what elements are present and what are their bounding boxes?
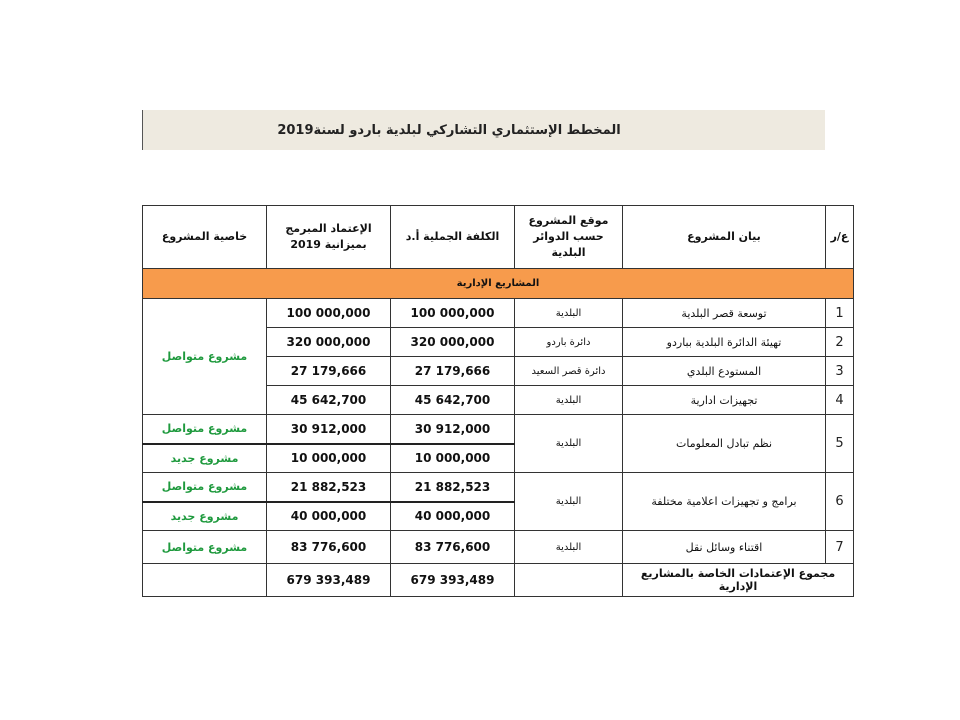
status-badge: مشروع متواصل: [143, 415, 267, 444]
budget-value: 30 912,000: [267, 415, 391, 444]
project-name: اقتناء وسائل نقل: [623, 531, 826, 564]
status-badge: مشروع جديد: [143, 444, 267, 473]
cost-value: 45 642,700: [391, 386, 515, 415]
row-number: 7: [826, 531, 854, 564]
row-number: 4: [826, 386, 854, 415]
project-name: برامج و تجهيزات اعلامية مختلفة: [623, 473, 826, 531]
project-location: البلدية: [515, 415, 623, 473]
table-row: [143, 531, 854, 564]
budget-value: 10 000,000: [267, 444, 391, 473]
status-badge: مشروع متواصل: [143, 299, 267, 415]
project-location: دائرة باردو: [515, 328, 623, 357]
cost-value: 100 000,000: [391, 299, 515, 328]
section-row: [143, 269, 854, 299]
budget-value: 45 642,700: [267, 386, 391, 415]
total-row: [143, 564, 854, 597]
project-location: البلدية: [515, 386, 623, 415]
cost-value: 40 000,000: [391, 502, 515, 531]
project-name: توسعة قصر البلدية: [623, 299, 826, 328]
header-budget: الإعتماد المبرمج بميزانية 2019: [267, 206, 391, 269]
budget-value: 21 882,523: [267, 473, 391, 502]
table-row: [143, 415, 854, 444]
row-number: 2: [826, 328, 854, 357]
header-cost: الكلفة الجملية أ.د: [391, 206, 515, 269]
row-number: 3: [826, 357, 854, 386]
total-empty-cell: [515, 564, 623, 597]
project-name: تجهيزات ادارية: [623, 386, 826, 415]
project-location: البلدية: [515, 299, 623, 328]
total-label: مجموع الإعتمادات الخاصة بالمشاريع الإدارية: [623, 564, 854, 597]
header-status: خاصية المشروع: [143, 206, 267, 269]
header-num: ع/ر: [826, 206, 854, 269]
budget-value: 100 000,000: [267, 299, 391, 328]
row-number: 6: [826, 473, 854, 531]
budget-value: 83 776,600: [267, 531, 391, 564]
cost-value: 83 776,600: [391, 531, 515, 564]
cost-value: 27 179,666: [391, 357, 515, 386]
project-location: البلدية: [515, 531, 623, 564]
budget-value: 27 179,666: [267, 357, 391, 386]
projects-table: [142, 205, 854, 597]
project-location: دائرة قصر السعيد: [515, 357, 623, 386]
title-bar: [142, 110, 825, 150]
budget-value: 320 000,000: [267, 328, 391, 357]
page-title: المخطط الإستثماري التشاركي لبلدية باردو لسنة2019: [277, 122, 621, 138]
total-budget: 679 393,489: [267, 564, 391, 597]
project-name: نظم تبادل المعلومات: [623, 415, 826, 473]
section-title: المشاريع الإدارية: [143, 269, 854, 299]
status-badge: مشروع متواصل: [143, 531, 267, 564]
row-number: 1: [826, 299, 854, 328]
row-number: 5: [826, 415, 854, 473]
cost-value: 21 882,523: [391, 473, 515, 502]
total-cost: 679 393,489: [391, 564, 515, 597]
total-status-empty-cell: [143, 564, 267, 597]
cost-value: 320 000,000: [391, 328, 515, 357]
table-row: [143, 473, 854, 502]
cost-value: 10 000,000: [391, 444, 515, 473]
cost-value: 30 912,000: [391, 415, 515, 444]
header-project: بيان المشروع: [623, 206, 826, 269]
header-location: موقع المشروع حسب الدوائر البلدية: [515, 206, 623, 269]
project-location: البلدية: [515, 473, 623, 531]
status-badge: مشروع متواصل: [143, 473, 267, 502]
project-name: المستودع البلدي: [623, 357, 826, 386]
status-badge: مشروع جديد: [143, 502, 267, 531]
project-name: تهيئة الدائرة البلدية بباردو: [623, 328, 826, 357]
budget-value: 40 000,000: [267, 502, 391, 531]
table-row: [143, 299, 854, 328]
header-row: [143, 206, 854, 269]
